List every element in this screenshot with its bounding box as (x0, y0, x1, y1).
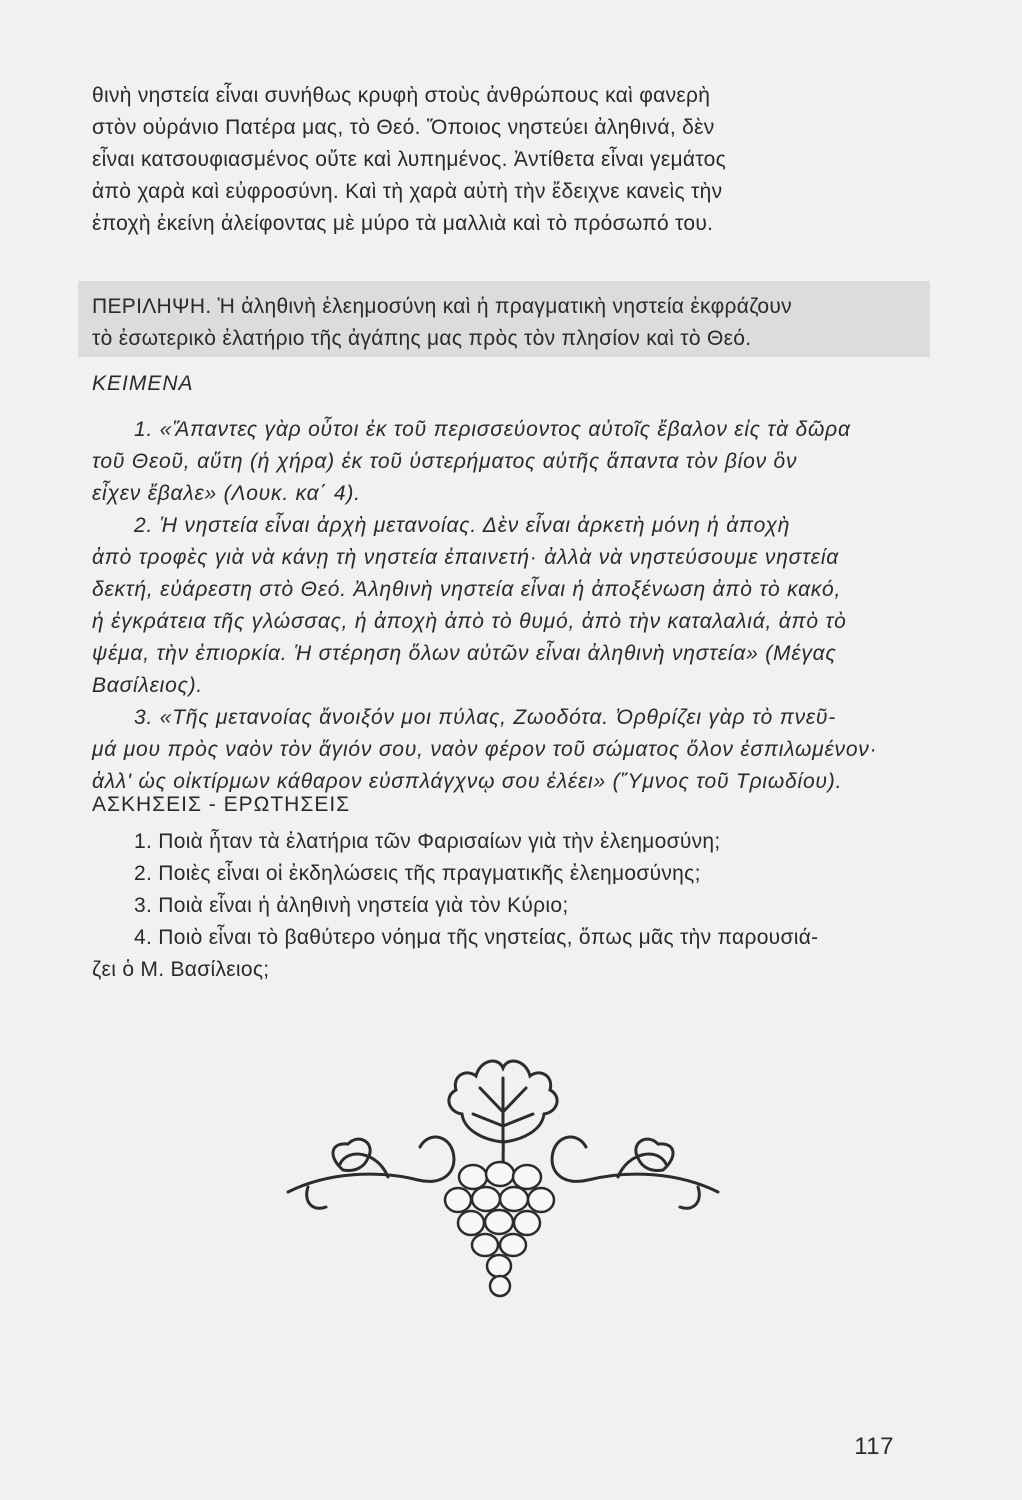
text-line: ΠΕΡΙΛΗΨΗ. Ἡ ἀληθινὴ ἐλεημοσύνη καὶ ἡ πραγματικὴ νηστεία ἐκφράζουν (92, 295, 792, 318)
question-item: 3. Ποιὰ εἶναι ἡ ἀληθινὴ νηστεία γιὰ τὸν Κύριο; (134, 894, 569, 917)
text-line: δεκτή, εὐάρεστη στὸ Θεό. Ἀληθινὴ νηστεία εἶναι ἡ ἀποξένωση ἀπὸ τὸ κακό, (92, 578, 842, 601)
texts-section (92, 414, 922, 798)
text-line: ψέμα, τὴν ἐπιορκία. Ἡ στέρηση ὅλων αὐτῶν εἶναι ἀληθινὴ νηστεία» (Μέγας (92, 642, 837, 665)
intro-paragraph (92, 80, 922, 240)
text-line: στὸν οὐράνιο Πατέρα μας, τὸ Θεό. Ὅποιος νηστεύει ἀληθινά, δὲν (92, 116, 715, 139)
text-line: τὸ ἐσωτερικὸ ἐλατήριο τῆς ἀγάπης μας πρὸς τὸν πλησίον καὶ τὸ Θεό. (92, 327, 752, 350)
text-line: 3. «Τῆς μετανοίας ἄνοιξόν μοι πύλας, Ζωοδότα. Ὀρθρίζει γὰρ τὸ πνεῦ- (134, 706, 837, 729)
texts-heading: ΚΕΙΜΕΝΑ (92, 372, 194, 395)
text-line: εἶναι κατσουφιασμένος οὔτε καὶ λυπημένος. Ἀντίθετα εἶναι γεμάτος (92, 148, 727, 171)
text-line: ἀπὸ χαρὰ καὶ εὐφροσύνη. Καὶ τὴ χαρὰ αὐτὴ τὴν ἔδειχνε κανεὶς τὴν (92, 180, 723, 203)
question-item: 1. Ποιὰ ἦταν τὰ ἐλατήρια τῶν Φαρισαίων γιὰ τὴν ἐλεημοσύνη; (134, 830, 721, 853)
text-line: 2. Ἡ νηστεία εἶναι ἀρχὴ μετανοίας. Δὲν εἶναι ἀρκετὴ μόνη ἡ ἀποχὴ (134, 514, 791, 537)
text-line: ἀλλ' ὡς οἰκτίρμων κάθαρον εὐσπλάγχνῳ σου ἐλέει» (Ὕμνος τοῦ Τριωδίου). (92, 770, 843, 793)
exercises-list (92, 826, 922, 986)
text-line: θινὴ νηστεία εἶναι συνήθως κρυφὴ στοὺς ἀνθρώπους καὶ φανερὴ (92, 84, 711, 107)
question-item: 2. Ποιὲς εἶναι οἱ ἐκδηλώσεις τῆς πραγματικῆς ἐλεημοσύνης; (134, 862, 701, 885)
question-item-continuation: ζει ὁ Μ. Βασίλειος; (92, 958, 270, 981)
text-line: ἡ ἐγκράτεια τῆς γλώσσας, ἡ ἀποχὴ ἀπὸ τὸ θυμό, ἀπὸ τὴν καταλαλιά, ἀπὸ τὸ (92, 610, 847, 633)
text-line: εἶχεν ἔβαλε» (Λουκ. κα΄ 4). (92, 482, 361, 505)
text-line: ἀπὸ τροφὲς γιὰ νὰ κάνῃ τὴ νηστεία ἐπαινετή· ἀλλὰ νὰ νηστεύσουμε νηστεία (92, 546, 840, 569)
summary-box (78, 281, 930, 357)
exercises-heading: ΑΣΚΗΣΕΙΣ - ΕΡΩΤΗΣΕΙΣ (92, 793, 351, 816)
text-line: τοῦ Θεοῦ, αὕτη (ἡ χήρα) ἐκ τοῦ ὑστερήματος αὐτῆς ἅπαντα τὸν βίον ὃν (92, 450, 798, 473)
text-line: ἐποχὴ ἐκείνη ἀλείφοντας μὲ μύρο τὰ μαλλιὰ καὶ τὸ πρόσωπό του. (92, 212, 714, 235)
text-line: 1. «Ἅπαντες γὰρ οὗτοι ἐκ τοῦ περισσεύοντος αὐτοῖς ἔβαλον εἰς τὰ δῶρα (134, 418, 851, 441)
question-item: 4. Ποιὸ εἶναι τὸ βαθύτερο νόημα τῆς νηστείας, ὅπως μᾶς τὴν παρουσιά- (134, 926, 819, 949)
page-number: 117 (854, 1433, 894, 1460)
text-line: μά μου πρὸς ναὸν τὸν ἅγιόν σου, ναὸν φέρον τοῦ σώματος ὅλον ἐσπιλωμένον· (92, 738, 878, 761)
text-line: Βασίλειος). (92, 674, 204, 697)
grape-vine-ornament-icon (268, 1052, 738, 1302)
